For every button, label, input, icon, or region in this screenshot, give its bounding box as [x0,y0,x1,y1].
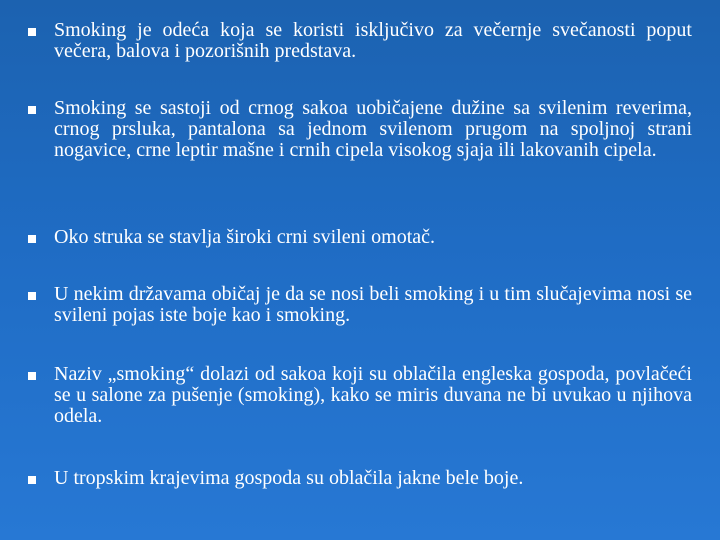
square-bullet-icon [28,372,36,380]
square-bullet-icon [28,235,36,243]
bullet-text: U nekim državama običaj je da se nosi beli smoking i u tim slučajevima nosi se svileni pojas iste boje kao i smoking. [54,283,692,326]
bullet-text-rest: je odeća koja se koristi isključivo za večernje svečanosti poput večera, balova i pozorišnih predstava. [54,19,692,62]
square-bullet-icon [28,28,36,36]
square-bullet-icon [28,292,36,300]
bullet-text: Oko struka se stavlja široki crni svileni omotač. [54,226,436,248]
square-bullet-icon [28,106,36,114]
bullet-text: Naziv „smoking“ dolazi od sakoa koji su oblačila engleska gospoda, povlačeći se u salone za pušenje (smoking), kako se miris duvana ne bi uvukao u njihova odela. [54,363,692,427]
bullet-text: Smoking se sastoji od crnog sakoa uobičajene dužine sa svilenim reverima, crnog prsluka, pantalona sa jednom svilenom prugom na spoljnoj strani nogavice, crne leptir mašne i crnih cipela visokog sjaja ili lakovanih cipela. [54,97,692,161]
bullet-text [54,20,692,62]
bullet-text: U tropskim krajevima gospoda su oblačila jakne bele boje. [54,467,524,489]
square-bullet-icon [28,476,36,484]
bullet-lead-word: Smoking [54,19,127,41]
